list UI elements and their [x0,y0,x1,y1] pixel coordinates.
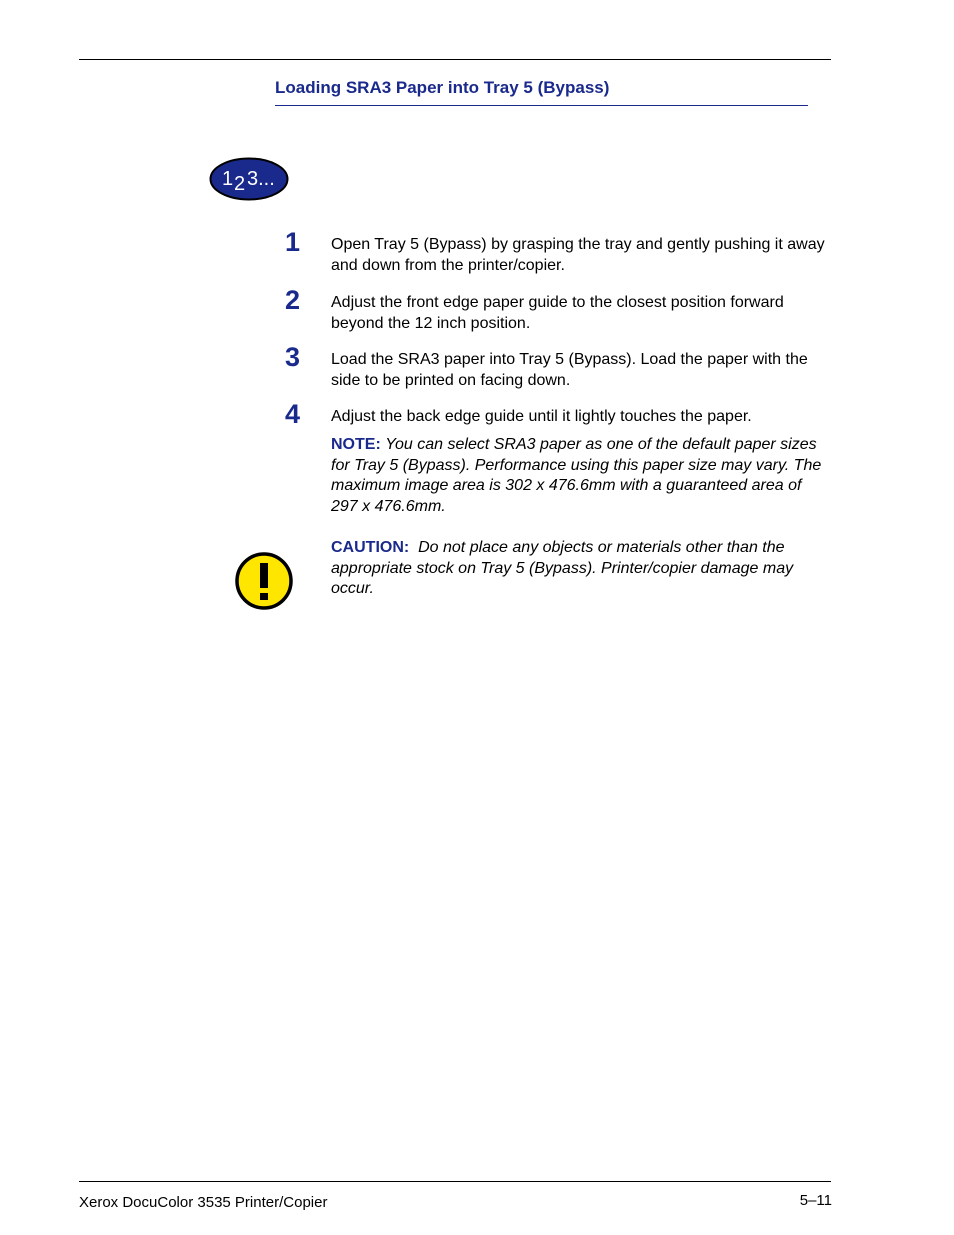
badge-digit-3: 3... [247,168,275,190]
caution-label: CAUTION: [331,539,410,556]
step-text: Adjust the front edge paper guide to the closest position forward beyond the 12 inch position. [331,294,784,332]
footer-rule [79,1181,831,1182]
step-number: 3 [285,342,301,372]
note-block [331,435,831,517]
title-underline [275,105,808,106]
step-text: Adjust the back edge guide until it lightly touches the paper. [331,408,752,425]
section-title: Loading SRA3 Paper into Tray 5 (Bypass) [275,78,610,97]
badge-digit-2: 2 [234,173,246,195]
numbered-steps-icon [209,157,289,201]
header-rule [79,59,831,60]
caution-block [331,538,831,600]
page-number: 5–11 [799,1192,832,1209]
step-number: 4 [285,399,301,429]
step-text: Load the SRA3 paper into Tray 5 (Bypass). Load the paper with the side to be printed on facing down. [331,351,808,389]
footer-product: Xerox DocuColor 3535 Printer/Copier [79,1194,328,1211]
caution-exclamation-icon [235,552,293,610]
step-number: 1 [285,227,301,257]
step-number: 2 [285,285,301,315]
note-text: You can select SRA3 paper as one of the default paper sizes for Tray 5 (Bypass). Performance using this paper size may vary. The maximum image area is 302 x 476.6mm with a guaranteed area of 297 x 476.6mm. [331,436,822,515]
badge-digit-1: 1 [222,168,234,190]
step-text: Open Tray 5 (Bypass) by grasping the tray and gently pushing it away and down from the printer/copier. [331,236,825,274]
note-label: NOTE: [331,436,381,453]
caution-text: Do not place any objects or materials other than the appropriate stock on Tray 5 (Bypass). Printer/copier damage may occur. [331,539,794,597]
